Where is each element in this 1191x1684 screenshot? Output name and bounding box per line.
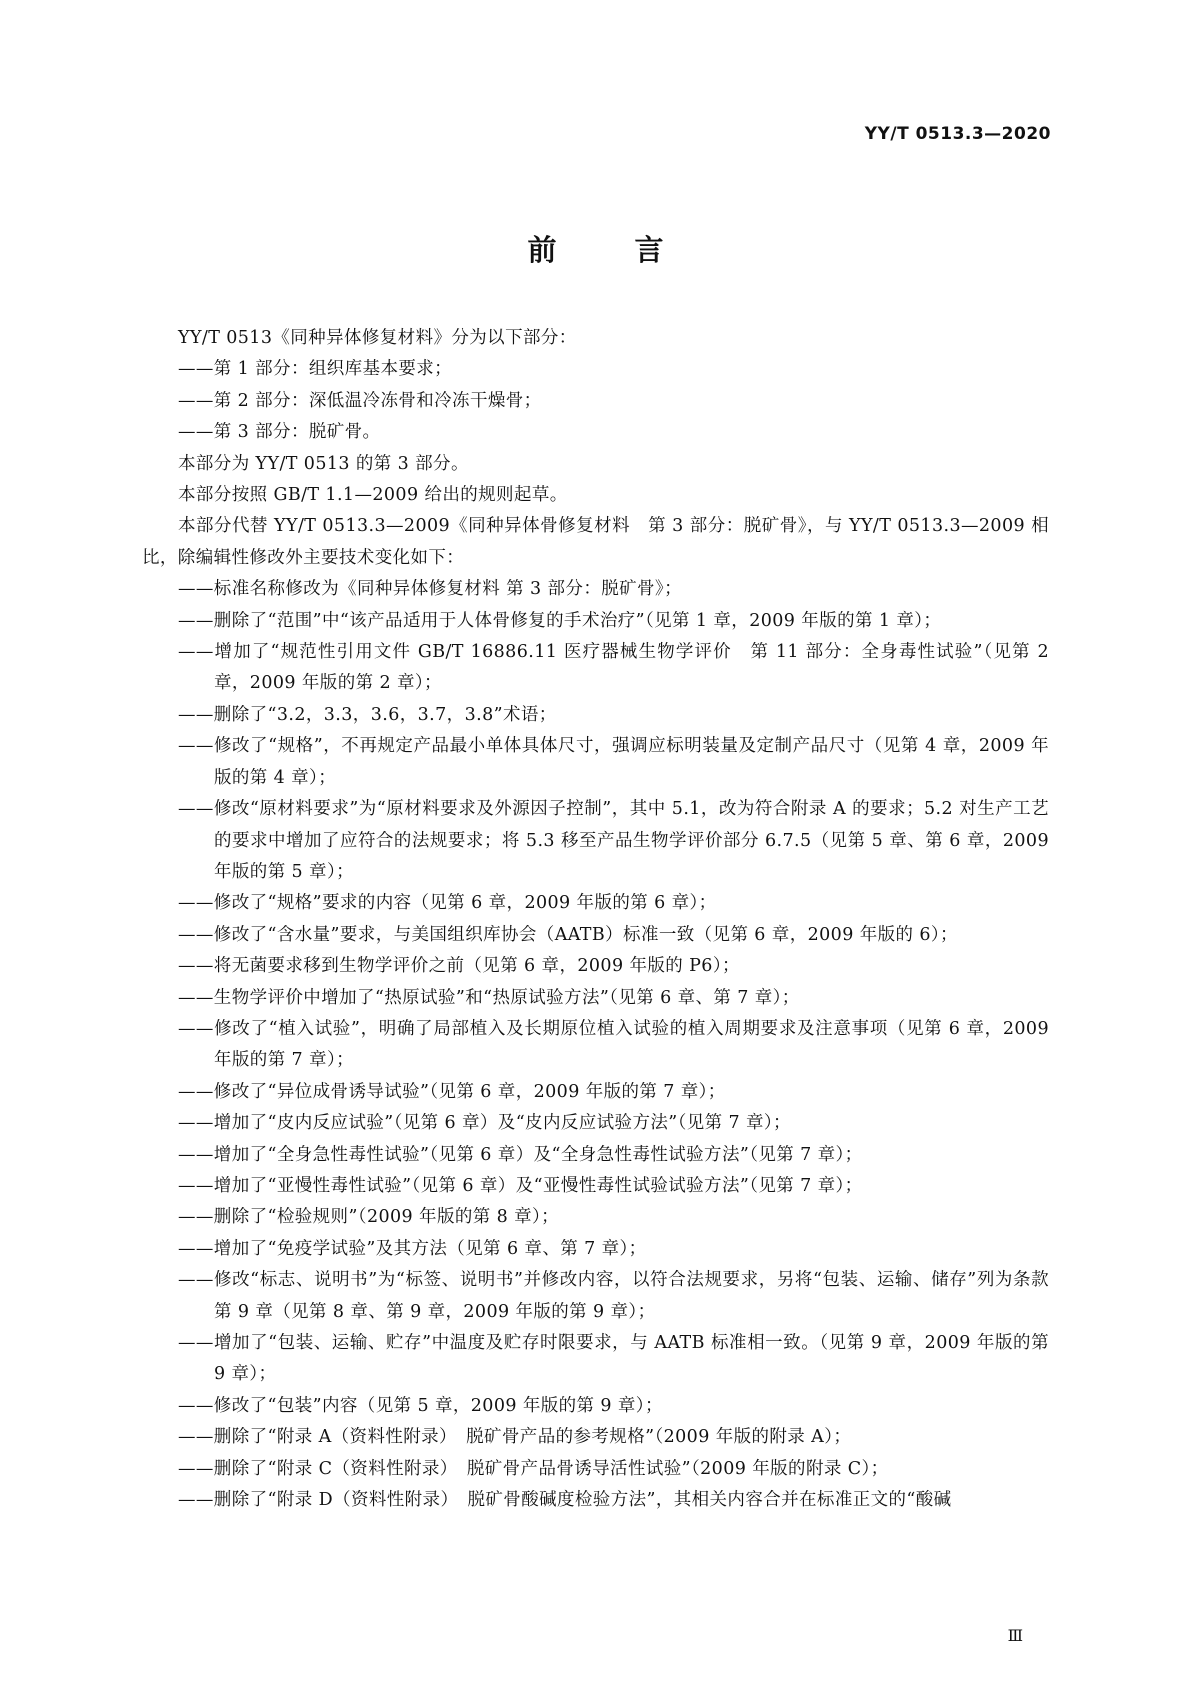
list-item: ——修改了“包装”内容（见第 5 章，2009 年版的第 9 章）； [178, 1395, 663, 1416]
list-item: ——修改“标志、说明书”为“标签、说明书”并修改内容，以符合法规要求，另将“包装、运输、储存”列为条款第 9 章（见第 8 章、第 9 章，2009 年版的第 9 章）； [178, 1270, 1049, 1322]
list-item: ——删除了“附录 A（资料性附录） 脱矿骨产品的参考规格”（2009 年版的附录 A）； [178, 1427, 852, 1448]
list-item: ——标准名称修改为《同种异体修复材料 第 3 部分：脱矿骨》； [178, 579, 682, 600]
list-item: ——第 2 部分：深低温冷冻骨和冷冻干燥骨； [178, 390, 542, 411]
list-item: ——增加了“亚慢性毒性试验”（见第 6 章）及“亚慢性毒性试验试验方法”（见第 7 章）； [178, 1175, 863, 1196]
list-item: ——修改了“植入试验”，明确了局部植入及长期原位植入试验的植入周期要求及注意事项（见第 6 章，2009 年版的第 7 章）； [178, 1018, 1049, 1071]
list-item: ——修改了“含水量”要求，与美国组织库协会（AATB）标准一致（见第 6 章，2009 年版的 6）； [178, 924, 958, 945]
paragraph: 本部分代替 YY/T 0513.3—2009《同种异体骨修复材料 第 3 部分：脱矿骨》，与 YY/T 0513.3—2009 相比，除编辑性修改外主要技术变化如下： [142, 516, 1049, 568]
paragraph: 本部分为 YY/T 0513 的第 3 部分。 [178, 453, 469, 474]
list-item: ——删除了“附录 D（资料性附录） 脱矿骨酸碱度检验方法”，其相关内容合并在标准正文的“酸碱 [178, 1490, 952, 1511]
list-item: ——增加了“包装、运输、贮存”中温度及贮存时限要求，与 AATB 标准相一致。（见第 9 章，2009 年版的第9 章）； [178, 1333, 1049, 1385]
list-item: ——第 3 部分：脱矿骨。 [178, 422, 381, 443]
paragraph: YY/T 0513《同种异体修复材料》分为以下部分： [178, 328, 577, 348]
list-item: ——增加了“皮内反应试验”（见第 6 章）及“皮内反应试验方法”（见第 7 章）； [178, 1113, 791, 1134]
list-item: ——修改了“规格”要求的内容（见第 6 章，2009 年版的第 6 章）； [178, 893, 717, 914]
list-item: ——删除了“范围”中“该产品适用于人体骨修复的手术治疗”（见第 1 章，2009 年版的第 1 章）； [178, 610, 942, 631]
standard-code: YY/T 0513.3—2020 [864, 124, 1051, 144]
list-item: ——增加了“免疫学试验”及其方法（见第 6 章、第 7 章）； [178, 1238, 647, 1259]
list-item: ——修改了“异位成骨诱导试验”（见第 6 章，2009 年版的第 7 章）； [178, 1081, 726, 1102]
list-item: ——删除了“3.2，3.3，3.6，3.7，3.8”术语； [178, 704, 557, 725]
list-item: ——生物学评价中增加了“热原试验”和“热原试验方法”（见第 6 章、第 7 章）； [178, 987, 800, 1008]
list-item: ——修改了“规格”，不再规定产品最小单体具体尺寸，强调应标明装量及定制产品尺寸（见第 4 章，2009 年版的第 4 章）； [178, 736, 1049, 788]
list-item: ——删除了“检验规则”（2009 年版的第 8 章）； [178, 1207, 560, 1228]
list-item: ——删除了“附录 C（资料性附录） 脱矿骨产品骨诱导活性试验”（2009 年版的附录 C）； [178, 1458, 889, 1479]
list-item: ——增加了“全身急性毒性试验”（见第 6 章）及“全身急性毒性试验方法”（见第 7 章）； [178, 1144, 863, 1165]
page-number: Ⅲ [1007, 1626, 1023, 1645]
list-item: ——增加了“规范性引用文件 GB/T 16886.11 医疗器械生物学评价 第 11 部分：全身毒性试验”（见第 2 章，2009 年版的第 2 章）； [178, 642, 1049, 694]
paragraph: 本部分按照 GB/T 1.1—2009 给出的规则起草。 [178, 485, 568, 506]
foreword-body [142, 323, 1049, 1516]
list-item: ——第 1 部分：组织库基本要求； [178, 359, 453, 380]
page-title: 前 言 [527, 233, 698, 267]
list-item: ——修改“原材料要求”为“原材料要求及外源因子控制”，其中 5.1，改为符合附录 A 的要求；5.2 对生产工艺的要求中增加了应符合的法规要求；将 5.3 移至产品生物学评价部分 6.7.5（见第 5 章、第 6 章，2009 年版的第 5 章）； [178, 799, 1049, 882]
list-item: ——将无菌要求移到生物学评价之前（见第 6 章，2009 年版的 P6）； [178, 956, 740, 977]
